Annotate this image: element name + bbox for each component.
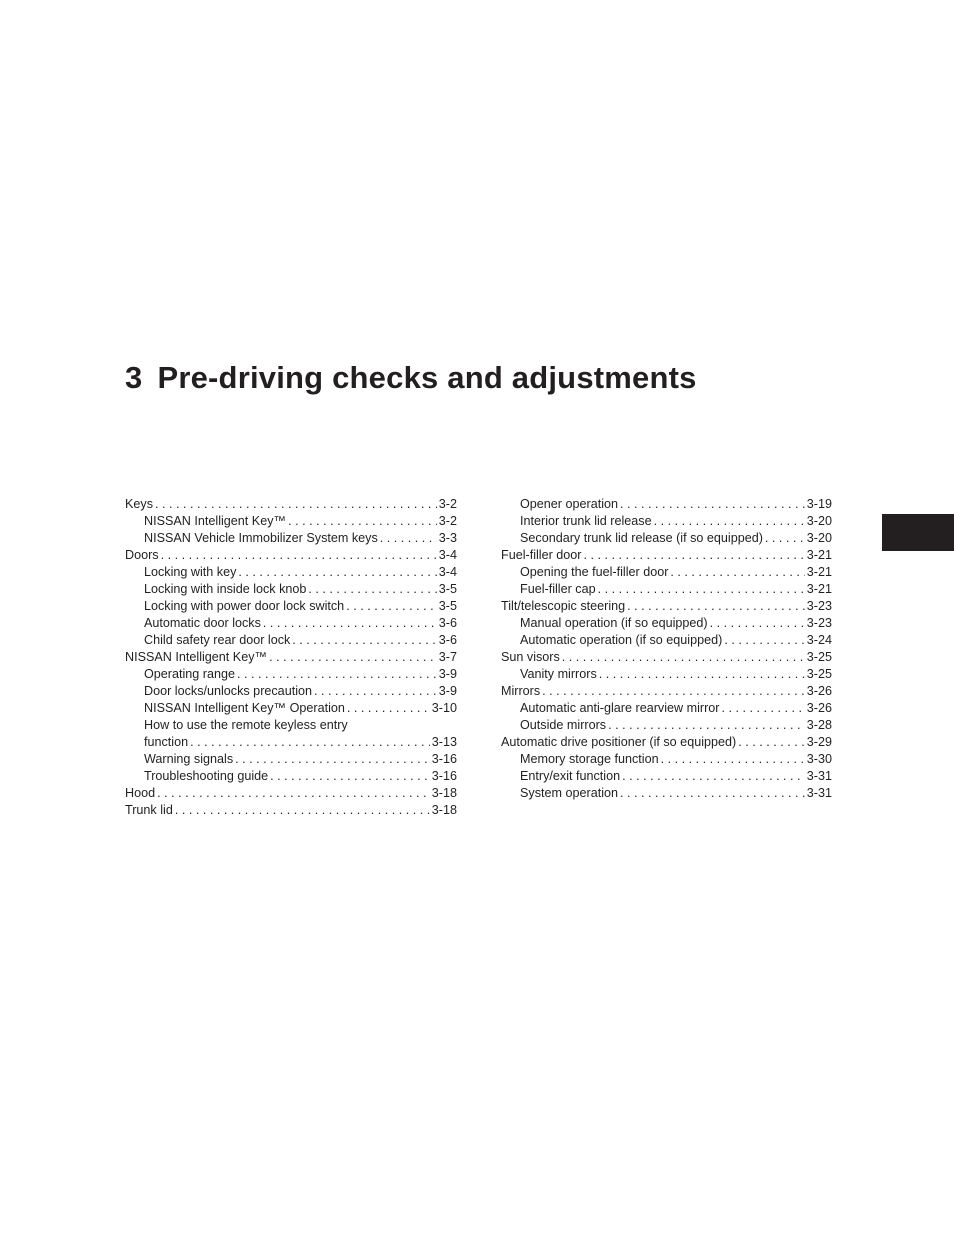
toc-leader-dots: [314, 683, 437, 700]
toc-entry[interactable]: [125, 734, 457, 751]
toc-entry-page: 3-28: [806, 718, 832, 732]
toc-entry[interactable]: [501, 632, 832, 649]
toc-leader-dots: [710, 615, 805, 632]
toc-entry-page: 3-4: [438, 565, 457, 579]
toc-entry-page: 3-21: [806, 565, 832, 579]
toc-entry-page: 3-16: [431, 769, 457, 783]
toc-leader-dots: [724, 632, 804, 649]
chapter-side-tab: [882, 514, 954, 551]
toc-leader-dots: [380, 530, 437, 547]
toc-entry-label: Interior trunk lid release: [520, 514, 652, 528]
toc-leader-dots: [670, 564, 804, 581]
toc-leader-dots: [562, 649, 805, 666]
toc-leader-dots: [238, 564, 436, 581]
toc-entry-page: 3-9: [438, 667, 457, 681]
toc-entry-page: 3-29: [806, 735, 832, 749]
toc-leader-dots: [175, 802, 430, 819]
toc-entry[interactable]: [125, 496, 457, 513]
toc-entry-label: function: [144, 735, 189, 749]
toc-entry-label: Automatic drive positioner (if so equipped): [501, 735, 737, 749]
toc-entry[interactable]: [501, 683, 832, 700]
toc-entry-label: Child safety rear door lock: [144, 633, 291, 647]
toc-leader-dots: [270, 768, 430, 785]
toc-leader-dots: [288, 513, 437, 530]
toc-entry[interactable]: [501, 564, 832, 581]
toc-leader-dots: [620, 496, 805, 513]
toc-entry-label: Vanity mirrors: [520, 667, 597, 681]
toc-entry-page: 3-26: [806, 684, 832, 698]
toc-leader-dots: [190, 734, 430, 751]
toc-entry[interactable]: [125, 598, 457, 615]
toc-entry[interactable]: [501, 768, 832, 785]
toc-leader-dots: [346, 598, 437, 615]
toc-leader-dots: [157, 785, 430, 802]
toc-entry-page: 3-19: [806, 497, 832, 511]
toc-entry[interactable]: [125, 785, 457, 802]
toc-leader-dots: [661, 751, 805, 768]
toc-entry[interactable]: [125, 666, 457, 683]
toc-leader-dots: [738, 734, 805, 751]
toc-leader-dots: [608, 717, 805, 734]
toc-leader-dots: [765, 530, 805, 547]
toc-leader-dots: [542, 683, 805, 700]
toc-entry[interactable]: [501, 581, 832, 598]
toc-entry-label: Tilt/telescopic steering: [501, 599, 626, 613]
toc-entry-label: NISSAN Vehicle Immobilizer System keys: [144, 531, 378, 545]
toc-entry[interactable]: [125, 768, 457, 785]
toc-entry[interactable]: [501, 496, 832, 513]
toc-entry[interactable]: [125, 683, 457, 700]
toc-entry-label: Keys: [125, 497, 153, 511]
toc-entry[interactable]: [125, 615, 457, 632]
toc-entry-label: Automatic operation (if so equipped): [520, 633, 723, 647]
toc-leader-dots: [155, 496, 437, 513]
toc-entry-page: 3-23: [806, 599, 832, 613]
toc-leader-dots: [598, 581, 805, 598]
toc-entry-page: 3-7: [438, 650, 457, 664]
toc-entry-page: 3-3: [438, 531, 457, 545]
toc-entry[interactable]: [501, 513, 832, 530]
toc-entry-page: 3-9: [438, 684, 457, 698]
toc-entry[interactable]: [501, 530, 832, 547]
toc-entry-page: 3-26: [806, 701, 832, 715]
toc-entry[interactable]: [501, 751, 832, 768]
toc-entry-page: 3-21: [806, 582, 832, 596]
toc-column-left: [125, 496, 457, 819]
toc-entry-label: Opening the fuel-filler door: [520, 565, 669, 579]
toc-entry[interactable]: [501, 666, 832, 683]
toc-entry[interactable]: [125, 513, 457, 530]
toc-entry[interactable]: [125, 700, 457, 717]
toc-entry-page: 3-20: [806, 531, 832, 545]
toc-entry-label: NISSAN Intelligent Key™: [125, 650, 268, 664]
toc-entry-page: 3-30: [806, 752, 832, 766]
toc-entry-page: 3-23: [806, 616, 832, 630]
toc-leader-dots: [292, 632, 437, 649]
toc-entry-page: 3-25: [806, 650, 832, 664]
toc-leader-dots: [721, 700, 804, 717]
toc-leader-dots: [599, 666, 805, 683]
toc-entry-page: 3-31: [806, 769, 832, 783]
toc-entry-page: 3-21: [806, 548, 832, 562]
toc-entry-page: 3-25: [806, 667, 832, 681]
toc-entry-label: How to use the remote keyless entry: [144, 718, 348, 732]
toc-entry[interactable]: [501, 717, 832, 734]
toc-entry-label: Operating range: [144, 667, 236, 681]
toc-entry-label: Secondary trunk lid release (if so equipped): [520, 531, 763, 545]
toc-leader-dots: [627, 598, 805, 615]
toc-leader-dots: [161, 547, 437, 564]
toc-entry-page: 3-5: [438, 599, 457, 613]
toc-entry-page: 3-5: [438, 582, 457, 596]
toc-entry-label: Locking with inside lock knob: [144, 582, 307, 596]
toc-entry-label: Manual operation (if so equipped): [520, 616, 708, 630]
toc-entry-label: Fuel-filler cap: [520, 582, 596, 596]
toc-leader-dots: [620, 785, 805, 802]
toc-leader-dots: [622, 768, 805, 785]
toc-entry-label: Outside mirrors: [520, 718, 607, 732]
toc-entry-label: Trunk lid: [125, 803, 173, 817]
toc-entry[interactable]: [501, 734, 832, 751]
toc-entry-page: 3-10: [431, 701, 457, 715]
chapter-title: [125, 360, 697, 396]
toc-leader-dots: [584, 547, 805, 564]
toc-entry-label: Entry/exit function: [520, 769, 621, 783]
toc-entry[interactable]: [125, 547, 457, 564]
toc-entry-page: 3-6: [438, 633, 457, 647]
toc-entry-page: 3-18: [431, 786, 457, 800]
toc-column-right: [501, 496, 832, 802]
toc-leader-dots: [237, 666, 437, 683]
toc-entry-label: Troubleshooting guide: [144, 769, 269, 783]
toc-entry-label: NISSAN Intelligent Key™ Operation: [144, 701, 345, 715]
toc-entry-label: Door locks/unlocks precaution: [144, 684, 312, 698]
toc-entry-page: 3-16: [431, 752, 457, 766]
toc-entry-label: Warning signals: [144, 752, 234, 766]
toc-entry-page: 3-24: [806, 633, 832, 647]
toc-entry-page: 3-6: [438, 616, 457, 630]
toc-entry-page: 3-2: [438, 497, 457, 511]
toc-entry-label: Automatic anti-glare rearview mirror: [520, 701, 720, 715]
toc-entry-label: Sun visors: [501, 650, 560, 664]
toc-entry[interactable]: [125, 530, 457, 547]
toc-entry-label: Fuel-filler door: [501, 548, 582, 562]
toc-entry-label: Mirrors: [501, 684, 541, 698]
toc-entry[interactable]: [501, 649, 832, 666]
toc-entry-page: 3-31: [806, 786, 832, 800]
toc-entry-page: 3-20: [806, 514, 832, 528]
toc-entry[interactable]: [125, 564, 457, 581]
toc-entry-label: Opener operation: [520, 497, 619, 511]
toc-entry-label: System operation: [520, 786, 619, 800]
toc-entry[interactable]: [501, 615, 832, 632]
toc-leader-dots: [263, 615, 437, 632]
chapter-title-text: Pre-driving checks and adjustments: [157, 360, 697, 395]
toc-leader-dots: [347, 700, 430, 717]
toc-entry[interactable]: [125, 802, 457, 819]
toc-entry-page: 3-4: [438, 548, 457, 562]
toc-leader-dots: [235, 751, 430, 768]
toc-entry-label: Locking with power door lock switch: [144, 599, 345, 613]
toc-entry[interactable]: [125, 649, 457, 666]
toc-leader-dots: [654, 513, 805, 530]
toc-entry[interactable]: [501, 547, 832, 564]
toc-entry[interactable]: [125, 632, 457, 649]
toc-entry-label: Memory storage function: [520, 752, 659, 766]
toc-entry[interactable]: [501, 700, 832, 717]
chapter-number: 3: [125, 360, 143, 395]
toc-entry-label: Hood: [125, 786, 156, 800]
toc-entry[interactable]: [501, 598, 832, 615]
toc-entry-label: Doors: [125, 548, 159, 562]
toc-entry[interactable]: [125, 581, 457, 598]
toc-entry-page: 3-2: [438, 514, 457, 528]
toc-entry-label: Automatic door locks: [144, 616, 261, 630]
toc-leader-dots: [269, 649, 437, 666]
toc-entry[interactable]: [501, 785, 832, 802]
toc-entry-label: Locking with key: [144, 565, 237, 579]
toc-entry-page: 3-13: [431, 735, 457, 749]
toc-leader-dots: [308, 581, 436, 598]
toc-entry-label: NISSAN Intelligent Key™: [144, 514, 287, 528]
toc-entry[interactable]: [125, 751, 457, 768]
toc-entry-page: 3-18: [431, 803, 457, 817]
